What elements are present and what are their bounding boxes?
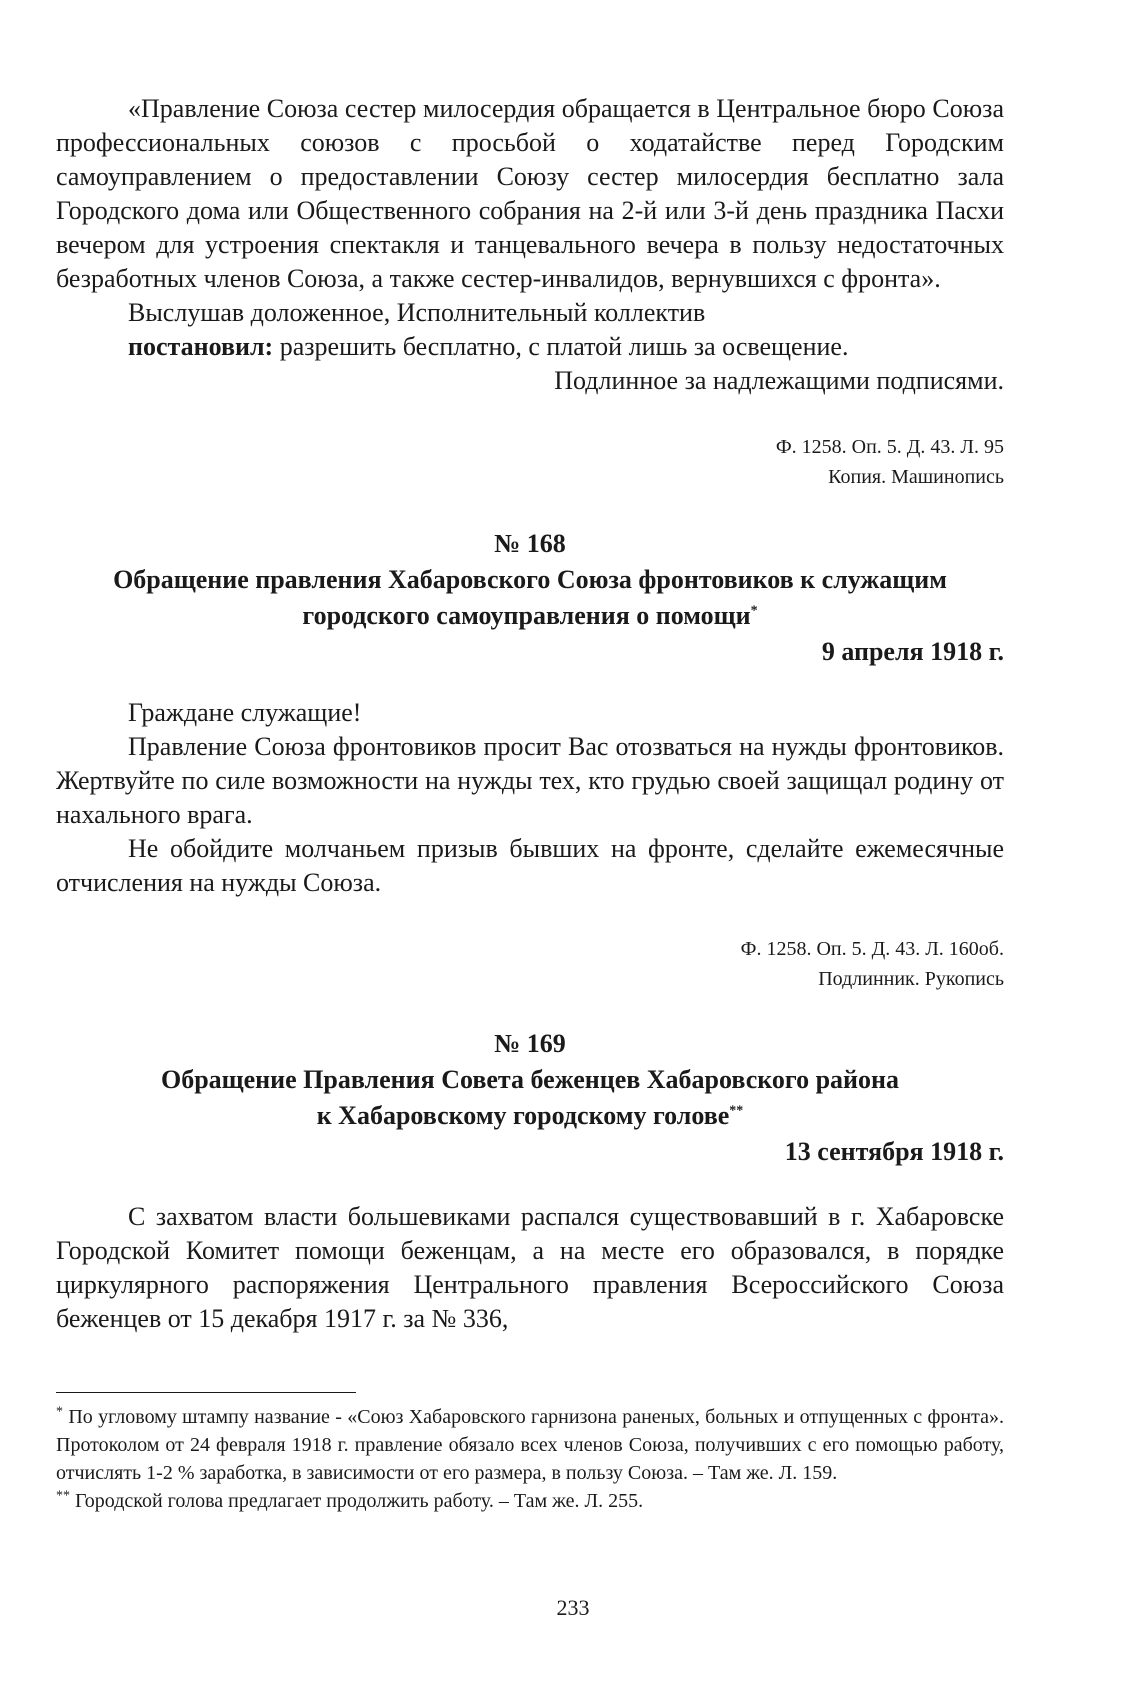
doc-168-title-line1: Обращение правления Хабаровского Союза фронтовиков к служащим (113, 565, 947, 594)
doc-168-header (56, 526, 1004, 670)
doc-168-paragraph1: Правление Союза фронтовиков просит Вас отозваться на нужды фронтовиков. Жертвуйте по силе возможности на нужды тех, кто грудью своей защищал родину от нахального врага. (56, 732, 1004, 829)
archive-reference-2 (56, 934, 1004, 994)
hearing-line: Выслушав доложенное, Исполнительный коллектив (128, 298, 706, 327)
resolution-label: постановил: (128, 332, 274, 361)
footnote-2 (56, 1487, 1004, 1515)
archive-ref-code: Ф. 1258. Оп. 5. Д. 43. Л. 160об. (740, 938, 1004, 960)
resolution-text: разрешить бесплатно, с платой лишь за освещение. (273, 332, 849, 361)
doc-168-number: № 168 (494, 529, 566, 558)
doc-168-paragraph2: Не обойдите молчаньем призыв бывших на фронте, сделайте ежемесячные отчисления на нужды Союза. (56, 834, 1004, 897)
doc-169-title-text: к Хабаровскому городскому голове (316, 1101, 730, 1130)
doc-169-title-line1: Обращение Правления Совета беженцев Хабаровского района (160, 1065, 899, 1094)
footnote-ref-1: * (750, 603, 758, 619)
archive-ref-type: Подлинник. Рукопись (818, 968, 1004, 990)
intro-section (56, 92, 1004, 398)
page-number: 233 (556, 1595, 590, 1620)
archive-reference-1 (56, 432, 1004, 492)
footnote-2-mark: ** (56, 1488, 70, 1504)
doc-169-header (56, 1026, 1004, 1170)
footnote-1-mark: * (56, 1404, 63, 1420)
doc-169-body (56, 1200, 1004, 1336)
footnotes-section (56, 1392, 1004, 1515)
resolution-line (56, 330, 1004, 364)
doc-168-date: 9 апреля 1918 г. (821, 637, 1004, 666)
footnote-2-text: Городской голова предлагает продолжить работу. – Там же. Л. 255. (70, 1490, 644, 1512)
footnote-1-text: По угловому штампу название - «Союз Хабаровского гарнизона раненых, больных и отпущенных с фронта». Протоколом от 24 февраля 1918 г. правление обязало всех членов Союза, получивших с его помощью работу, отчислять 1-2 % заработка, в зависимости от его размера, в пользу Союза. – Там же. Л. 159. (56, 1406, 1004, 1484)
doc-169-paragraph1: С захватом власти большевиками распался существовавший в г. Хабаровске Городской Комитет помощи беженцам, а на месте его образовался, в порядке циркулярного распоряжения Центрального правления Всероссийского Союза беженцев от 15 декабря 1917 г. за № 336, (56, 1202, 1004, 1333)
archive-ref-code: Ф. 1258. Оп. 5. Д. 43. Л. 95 (775, 436, 1004, 458)
intro-paragraph: «Правление Союза сестер милосердия обращается в Центральное бюро Союза профессиональных союзов с просьбой о ходатайстве перед Городским самоуправлением о предоставлении Союзу сестер милосердия бесплатно зала Городского дома или Общественного собрания на 2-й или 3-й день праздника Пасхи вечером для устроения спектакля и танцевального вечера в пользу недостаточных безработных членов Союза, а также сестер-инвалидов, вернувшихся с фронта». (56, 94, 1004, 293)
footnote-divider (56, 1392, 356, 1393)
doc-168-title-text: городского самоуправления о помощи (302, 601, 751, 630)
doc-169-number: № 169 (494, 1029, 566, 1058)
doc-168-salutation: Граждане служащие! (128, 698, 362, 727)
doc-169-title-line2 (56, 1098, 1004, 1134)
archive-ref-type: Копия. Машинопись (828, 466, 1004, 488)
footnote-ref-2: ** (729, 1103, 744, 1119)
signature-note: Подлинное за надлежащими подписями. (554, 366, 1004, 395)
footnote-1 (56, 1403, 1004, 1487)
doc-168-body (56, 696, 1004, 900)
doc-169-date: 13 сентября 1918 г. (784, 1137, 1004, 1166)
doc-168-title-line2 (56, 598, 1004, 634)
